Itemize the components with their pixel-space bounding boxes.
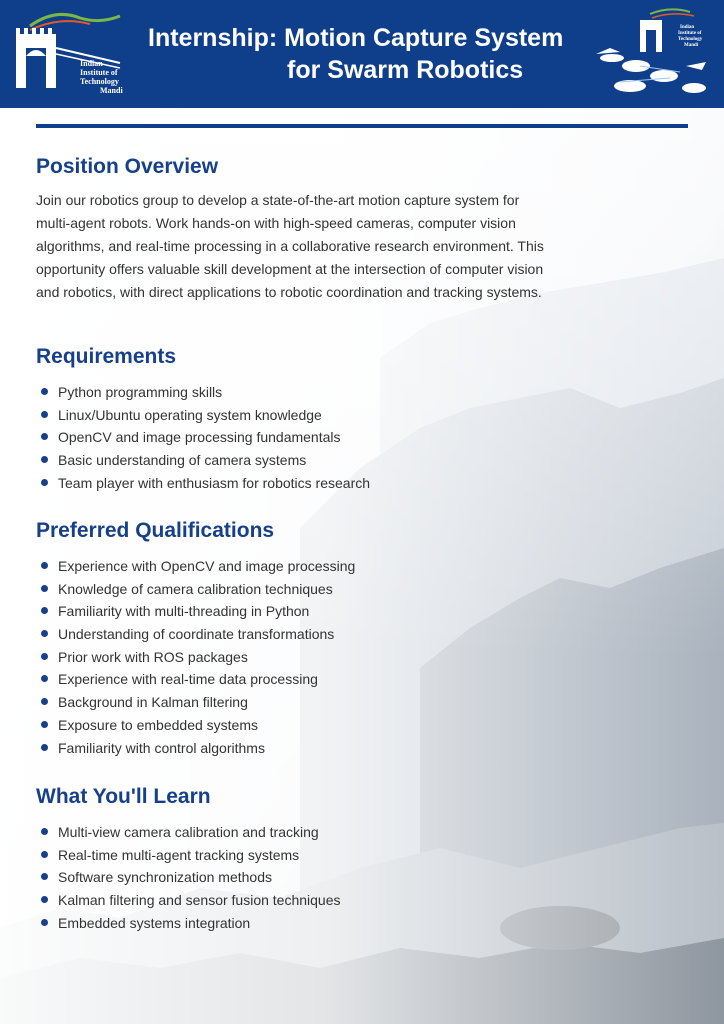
bullet-icon [41,828,48,835]
bullet-icon [41,456,48,463]
list-item [36,474,596,497]
list-item-text: Python programming skills [58,384,223,400]
list-item-text: Experience with OpenCV and image processing [58,558,356,574]
list-item [36,383,596,406]
list-item [36,846,596,869]
list-item-text: Multi-view camera calibration and tracking [58,824,319,840]
learning-list [36,823,596,936]
logo-text-line: Technology [80,77,119,86]
list-item [36,868,596,891]
list-item [36,693,596,716]
bullet-icon [41,388,48,395]
list-item-text: Prior work with ROS packages [58,648,248,665]
requirements-list [36,383,596,496]
list-item-text: Real-time multi-agent tracking systems [58,846,300,863]
list-item-text: OpenCV and image processing fundamentals [58,429,341,446]
list-item [36,823,596,846]
list-item-text: Software synchronization methods [58,869,272,886]
list-item-text: Understanding of coordinate transformations [58,626,335,643]
bullet-icon [41,433,48,440]
list-item-text: Exposure to embedded systems [58,716,258,733]
list-item [36,580,596,603]
bullet-icon [41,479,48,486]
section-paragraph: Join our robotics group to develop a state-of-the-art motion capture system for multi-agent robots. Work hands-on with high-speed cameras, computer vision algorithms, and real-time processing in a collaborative research environment. This opportunity offers valuable skill development at the intersection of computer vision and robotics, with direct applications to robotic coordination and tracking systems. [36,192,544,300]
iit-mandi-logo [10,8,135,100]
list-item-text: Experience with real-time data processing [58,671,318,688]
list-item [36,891,596,914]
section-heading: Requirements [36,345,177,368]
list-item-text: Embedded systems integration [58,914,251,931]
header-divider [36,124,688,128]
bullet-icon [41,653,48,660]
list-item [36,648,596,671]
bullet-icon [41,562,48,569]
page-title-line-2: for Swarm Robotics [287,56,524,84]
bullet-icon [41,873,48,880]
bullet-icon [41,411,48,418]
logo-text-line: Mandi [684,43,699,48]
list-item-text: Kalman filtering and sensor fusion techniques [58,892,341,909]
robotics-drone-logo [590,6,718,102]
bullet-icon [41,744,48,751]
bullet-icon [41,698,48,705]
list-item [36,602,596,625]
page-title-line-1: Internship: Motion Capture System [148,24,564,52]
section-what-youll-learn [36,785,596,936]
bullet-icon [41,675,48,682]
list-item-text: Familiarity with multi-threading in Python [58,603,310,620]
list-item [36,451,596,474]
bullet-icon [41,721,48,728]
list-item-text: Familiarity with control algorithms [58,739,265,756]
section-preferred-qualifications [36,519,596,761]
list-item [36,428,596,451]
list-item [36,406,596,429]
logo-text-line: Technology [678,37,703,42]
logo-text-line: Institute of [80,68,118,77]
bullet-icon [41,896,48,903]
section-heading: Position Overview [36,155,219,178]
bullet-icon [41,919,48,926]
section-heading: Preferred Qualifications [36,519,275,542]
list-item [36,739,596,762]
qualifications-list [36,557,596,761]
section-position-overview [36,155,596,304]
logo-text-line: Institute of [678,31,702,36]
list-item [36,670,596,693]
list-item [36,914,596,937]
bullet-icon [41,585,48,592]
logo-text-line: Indian [680,25,695,30]
header-banner [0,0,724,108]
list-item-text: Knowledge of camera calibration techniques [58,580,333,597]
bullet-icon [41,851,48,858]
logo-text-line: Indian [80,59,103,68]
list-item [36,625,596,648]
logo-text-line: Mandi [100,86,123,95]
section-requirements [36,345,596,496]
section-heading: What You'll Learn [36,785,211,808]
bullet-icon [41,630,48,637]
list-item-text: Team player with enthusiasm for robotics research [58,474,371,491]
list-item-text: Basic understanding of camera systems [58,452,307,469]
list-item-text: Linux/Ubuntu operating system knowledge [58,406,322,423]
list-item-text: Background in Kalman filtering [58,694,248,711]
list-item [36,716,596,739]
bullet-icon [41,607,48,614]
list-item [36,557,596,580]
